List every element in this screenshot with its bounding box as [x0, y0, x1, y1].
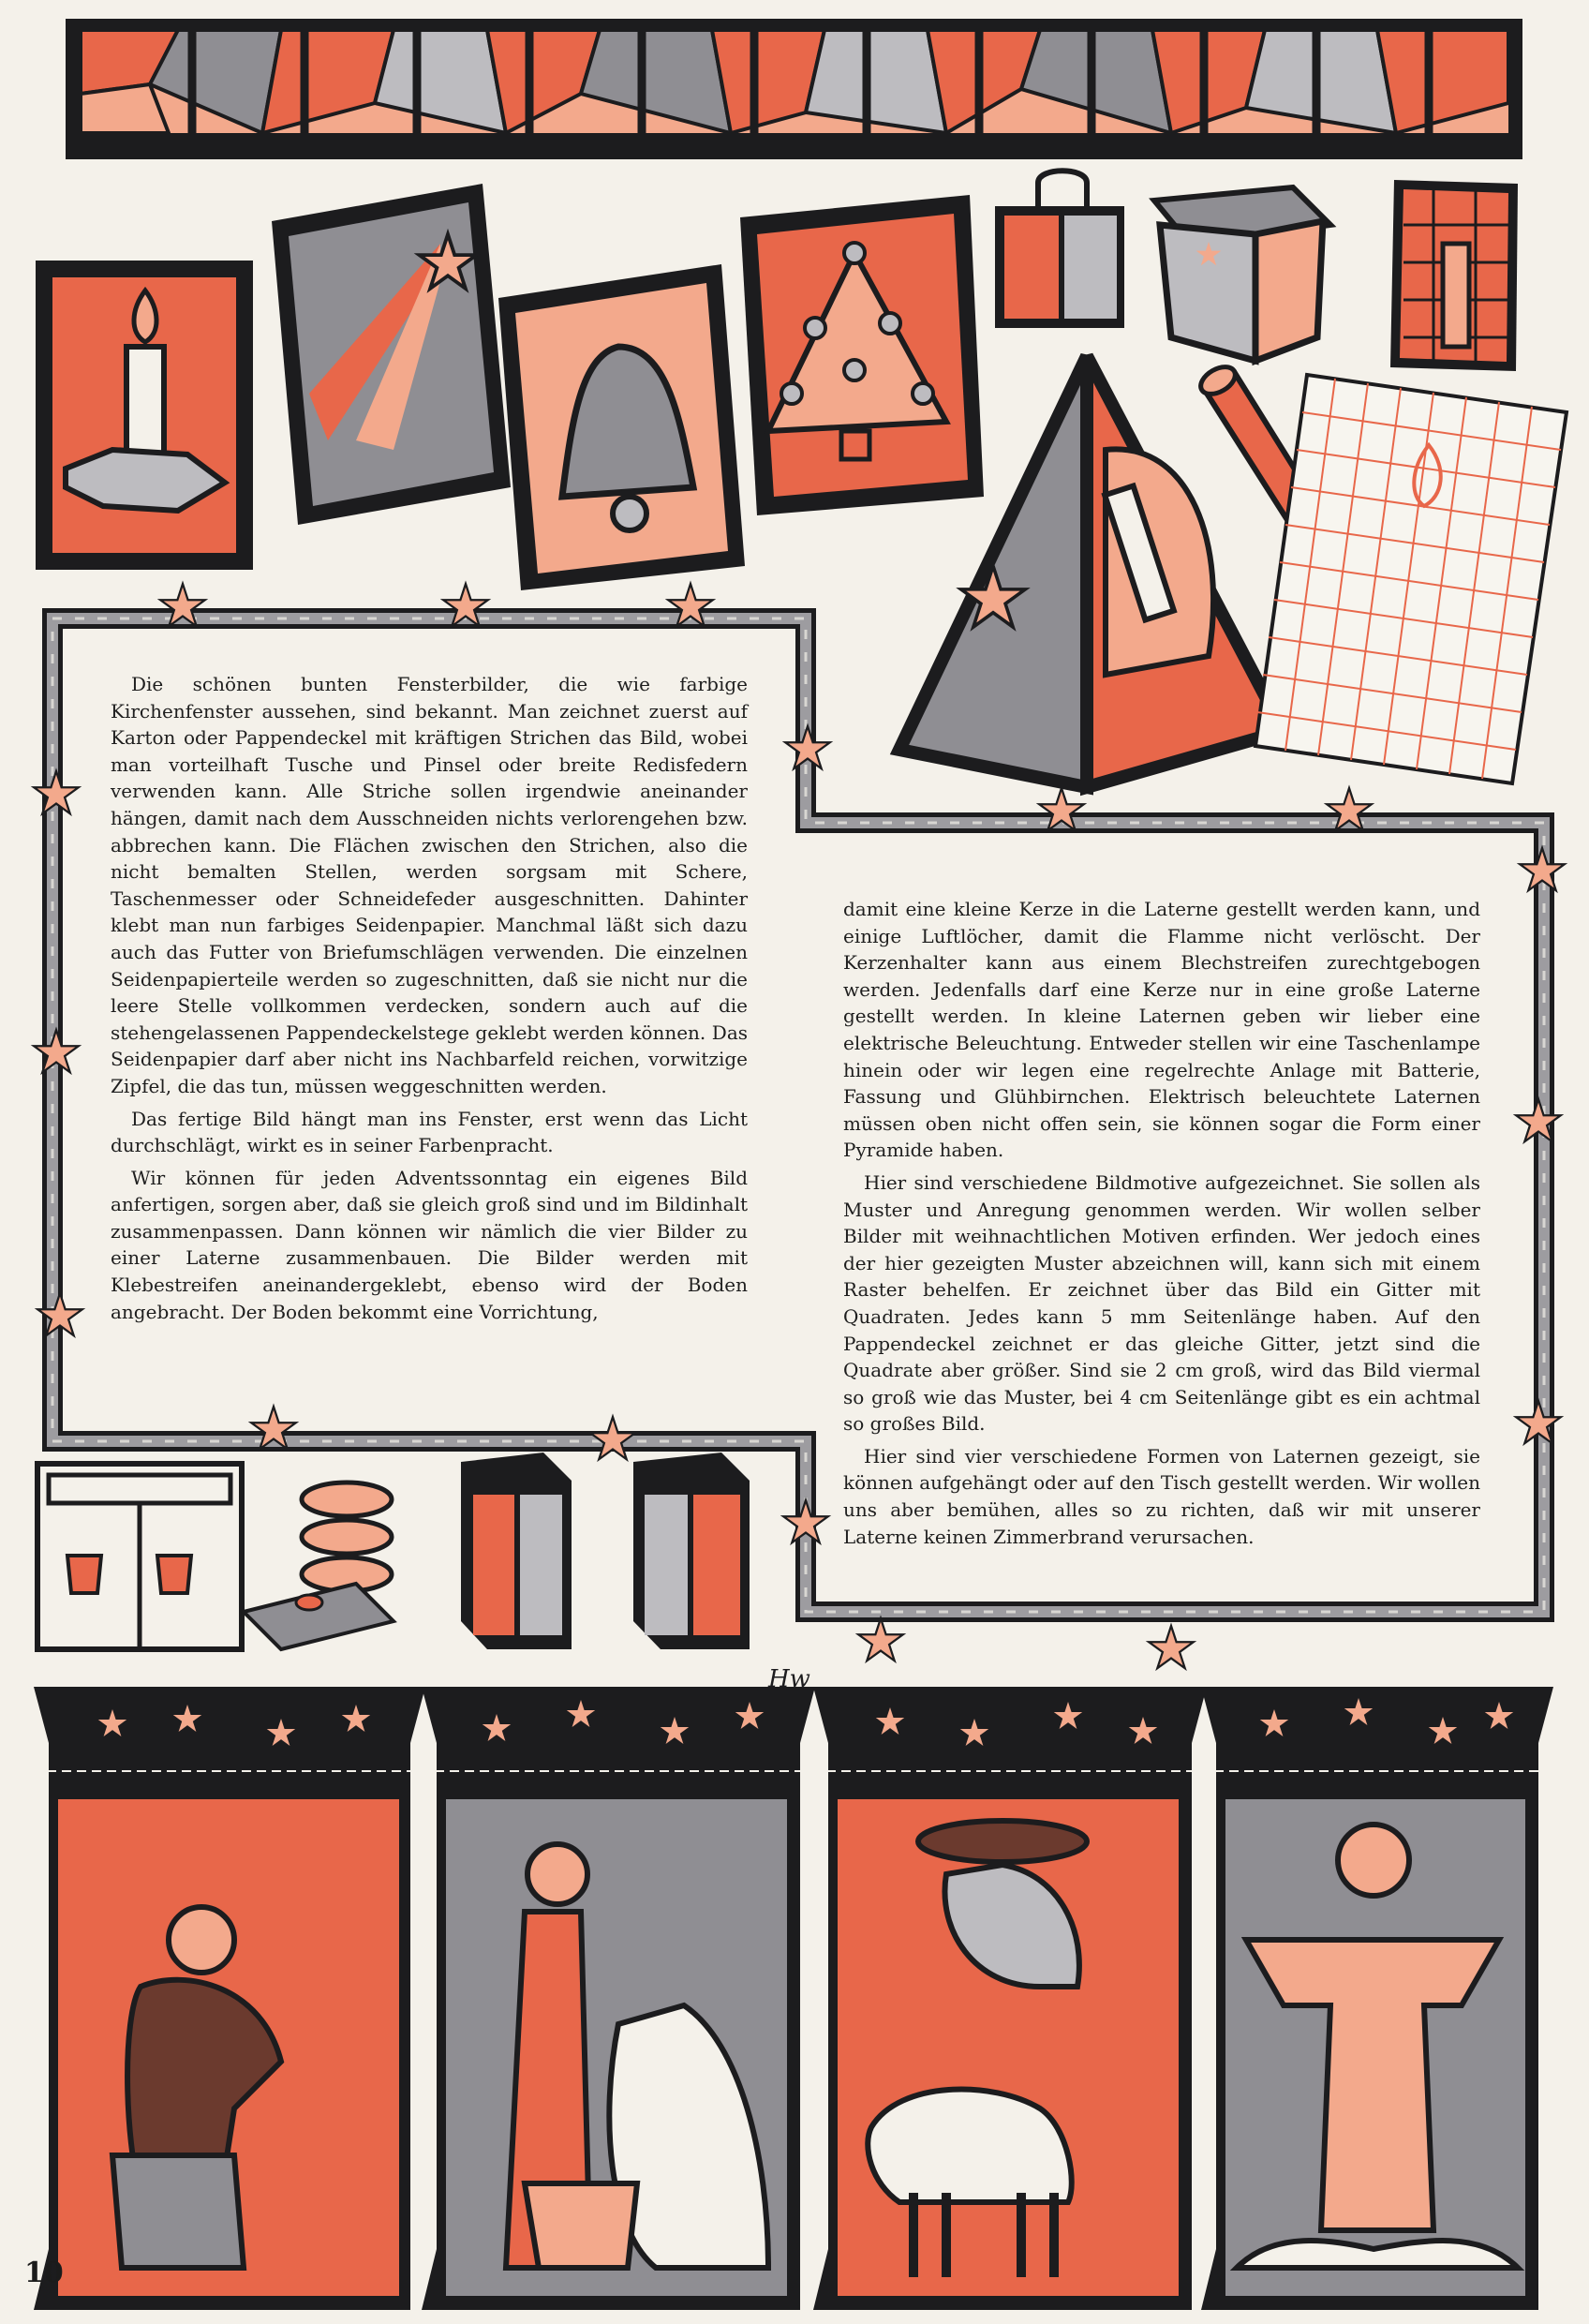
tape-roll-icon: [244, 1482, 394, 1649]
artist-signature: Hw: [768, 1665, 810, 1693]
star-icon: [590, 1417, 635, 1459]
lantern-icon: [461, 1452, 572, 1649]
paragraph: Das fertige Bild hängt man ins Fenster, erst wenn das Licht durchschlägt, wirkt es in seiner Farbenpracht.: [111, 1107, 748, 1157]
nativity-panel-icon: [422, 1687, 815, 2310]
candle-window-icon: [36, 261, 253, 570]
window-icon: [37, 1464, 242, 1649]
page-number: 10: [24, 2257, 64, 2289]
lantern-icon: [995, 171, 1124, 328]
paragraph: Die schönen bunten Fensterbilder, die wie farbige Kirchenfenster aussehen, sind bekannt. Man zeichnet zuerst auf Karton oder Pappendeckel mit kräftigen Strichen das Bild, wobei man vorteilhaft Tusche und Pinsel oder breite Redisfedern verwenden kann. Alle Striche sollen irgendwie aneinander hängen, damit nach dem Ausschneiden nichts verlorengehen bzw. abbrechen kann. Die Flächen zwischen den Strichen, also die nicht bemalten Stellen, werden sorgsam mit Schere, Taschenmesser oder Schneidefeder ausgeschnitten. Dahinter klebt man nun farbiges Seidenpapier. Manchmal läßt sich dazu auch das Futter von Briefumschlägen verwenden. Die einzelnen Seidenpapierteile werden so zugeschnitten, daß sie nicht nur die leere Stelle vollkommen verdecken, sondern auch auf die stehengelassenen Pappendeckelstege geklebt werden können. Das Seidenpapier darf aber nicht ins Nachbarfeld reichen, vorwitzige Zipfel, die das tun, müssen weggeschnitten werden.: [111, 673, 748, 1097]
paragraph: Wir können für jeden Adventssonntag ein eigenes Bild anfertigen, sorgen aber, daß sie gleich groß sind und im Bildinhalt zusammenpassen. Dann können wir nämlich die vier Bilder zu einer Laterne zusammenbauen. Die Bilder werden mit Klebestreifen aneinandergeklebt, ebenso wird der Boden angebracht. Der Boden bekommt eine Vorrichtung,: [111, 1166, 748, 1323]
star-icon: [858, 1618, 903, 1661]
nativity-panel-icon: [34, 1687, 425, 2310]
paragraph: damit eine kleine Kerze in die Laterne gestellt werden kann, und einige Luftlöcher, damit die Flamme nicht verlöscht. Der Kerzenhalter kann aus einem Blechstreifen zurechtgebogen werden. Jedenfalls darf eine Kerze nur in eine große Laterne gestellt werden. In kleine Laternen geben wir lieber eine elektrische Beleuchtung. Entweder stellen wir eine Taschenlampe hinein oder wir legen eine regelrechte Anlage mit Batterie, Fassung und Glühbirnchen. Elektrisch beleuchtete Laternen müssen oben nicht offen sein, sie können sogar die Form einer Pyramide haben.: [843, 898, 1480, 1162]
paragraph: Hier sind vier verschiedene Formen von Laternen gezeigt, sie können aufgehängt oder auf den Tisch gestellt werden. Wir wollen uns aber bemühen, alles so zu richten, daß wir mit unserer Laterne keinen Zimmerbrand verursachen.: [843, 1444, 1480, 1548]
lantern-icon: [633, 1452, 750, 1649]
lantern-icon: [1154, 187, 1330, 361]
star-icon: [1149, 1626, 1194, 1668]
nativity-panel-icon: [1201, 1687, 1553, 2310]
candle-window-icon: [1390, 180, 1518, 371]
grid-paper-icon: [1255, 375, 1567, 783]
bell-window-icon: [498, 264, 745, 590]
paragraph: Hier sind verschiedene Bildmotive aufgezeichnet. Sie sollen als Muster und Anregung genommen werden. Wir wollen selber Bilder mit weihnachtlichen Motiven erfinden. Wer jedoch eines der hier gezeigten Muster abzeichnen will, kann sich mit einem Raster behelfen. Er zeichnet über das Bild ein Gitter mit Quadraten. Jedes kann 5 mm Seitenlänge haben. Auf den Pappendeckel zeichnet er das gleiche Gitter, jetzt sind die Quadrate aber größer. Sind sie 2 cm groß, wird das Bild viermal so groß wie das Muster, bei 4 cm Seitenlänge gibt es ein achtmal so großes Bild.: [843, 1170, 1480, 1436]
comet-window-icon: [272, 184, 511, 525]
nativity-panel-icon: [813, 1687, 1207, 2310]
text-column-left: [111, 671, 748, 1331]
title-banner: [66, 19, 1522, 159]
tree-window-icon: [740, 195, 984, 515]
text-column-right: [843, 896, 1480, 1556]
